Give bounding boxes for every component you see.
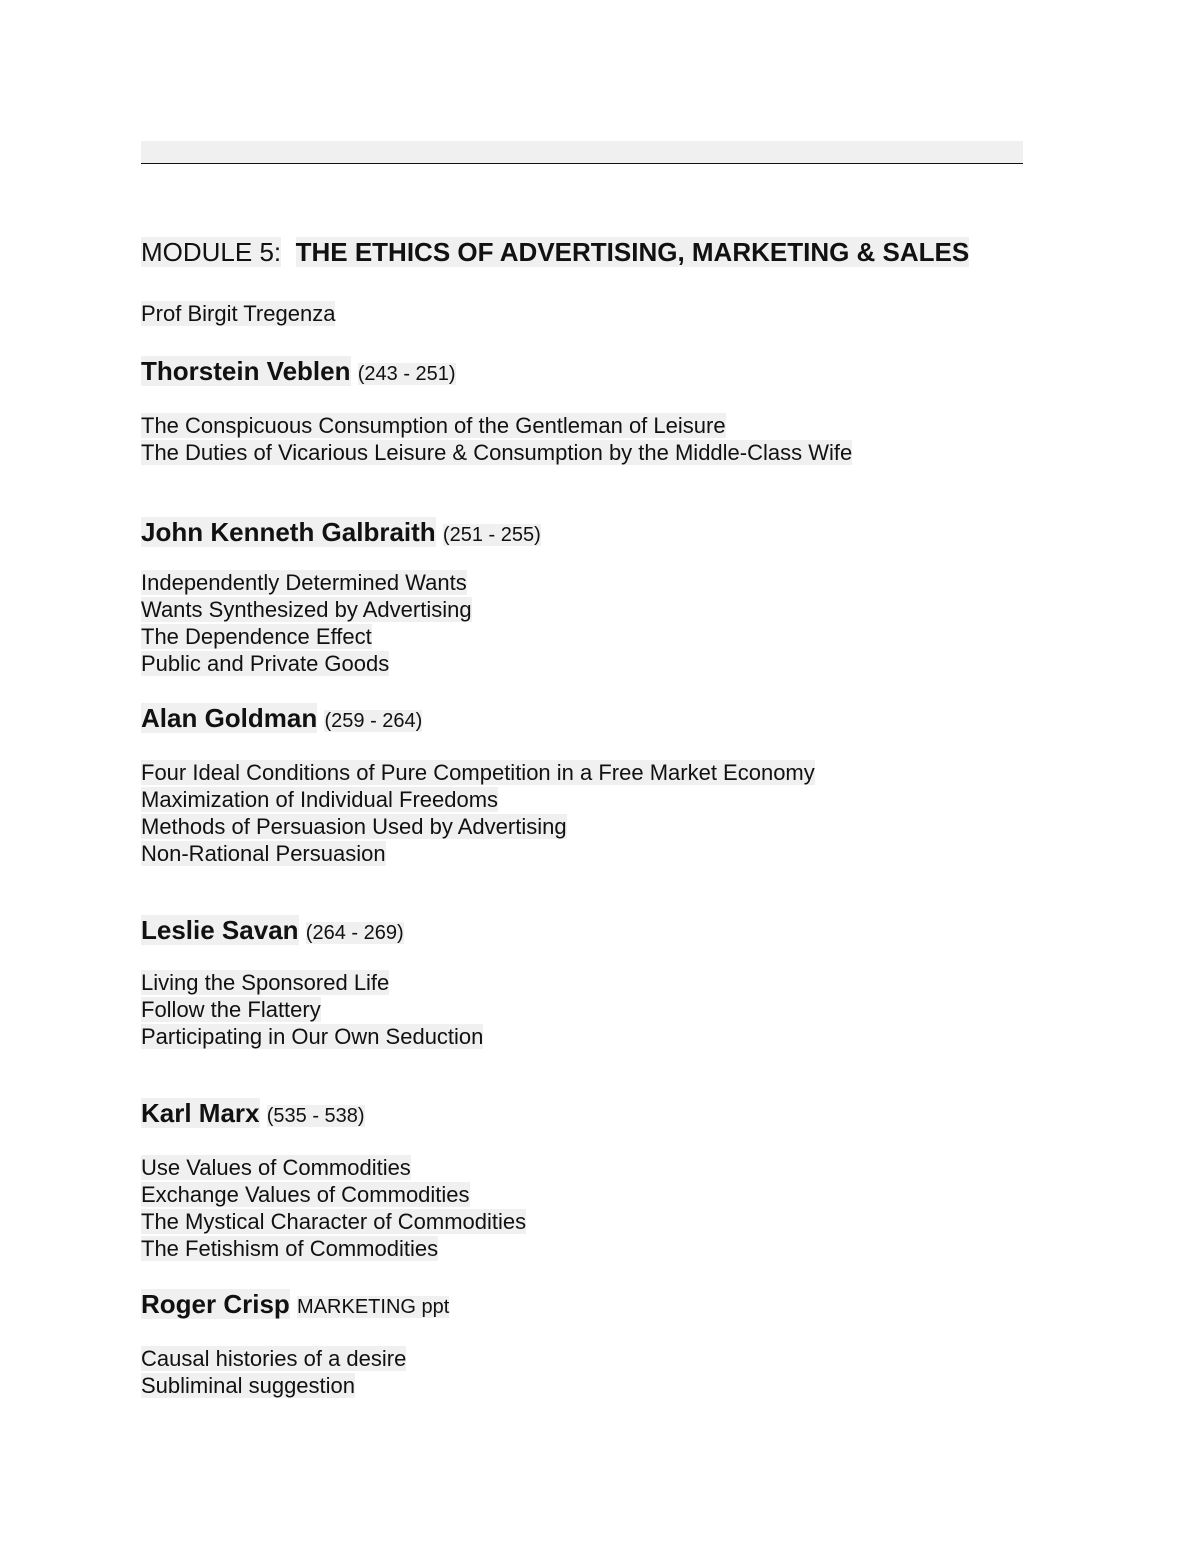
section-heading <box>141 914 483 949</box>
author-name: Prof Birgit Tregenza <box>141 301 336 326</box>
title-main: THE ETHICS OF ADVERTISING, MARKETING & SALES <box>295 237 970 267</box>
list-item: Use Values of Commodities <box>141 1155 411 1180</box>
list-item: Independently Determined Wants <box>141 570 467 595</box>
list-item: Non-Rational Persuasion <box>141 841 386 866</box>
list-item: Subliminal suggestion <box>141 1373 356 1398</box>
list-item: The Fetishism of Commodities <box>141 1236 439 1261</box>
topic-list <box>141 1345 449 1399</box>
section-pages: (243 - 251) <box>357 363 456 385</box>
section-crisp <box>141 1288 449 1399</box>
section-galbraith <box>141 516 541 677</box>
list-item: The Duties of Vicarious Leisure & Consumption by the Middle-Class Wife <box>141 440 853 465</box>
section-pages: (251 - 255) <box>442 524 541 546</box>
section-goldman <box>141 702 815 867</box>
list-item: Participating in Our Own Seduction <box>141 1024 484 1049</box>
list-item: Causal histories of a desire <box>141 1346 407 1371</box>
section-pages: (264 - 269) <box>305 922 404 944</box>
section-heading <box>141 1288 449 1323</box>
list-item: Wants Synthesized by Advertising <box>141 597 472 622</box>
topic-list <box>141 412 852 466</box>
list-item: Exchange Values of Commodities <box>141 1182 470 1207</box>
list-item: Methods of Persuasion Used by Advertising <box>141 814 567 839</box>
section-heading <box>141 702 815 737</box>
section-heading <box>141 516 541 551</box>
author-line <box>141 300 335 328</box>
section-author: John Kenneth Galbraith <box>141 517 436 547</box>
list-item: The Dependence Effect <box>141 624 372 649</box>
title-prefix: MODULE 5: <box>141 237 282 267</box>
topic-list <box>141 1154 526 1262</box>
section-author: Thorstein Veblen <box>141 356 351 386</box>
list-item: Maximization of Individual Freedoms <box>141 787 499 812</box>
list-item: Living the Sponsored Life <box>141 970 390 995</box>
list-item: The Conspicuous Consumption of the Gentleman of Leisure <box>141 413 726 438</box>
section-pages: MARKETING ppt <box>297 1296 450 1318</box>
section-savan <box>141 914 483 1050</box>
list-item: Four Ideal Conditions of Pure Competition in a Free Market Economy <box>141 760 815 785</box>
page-title <box>141 236 969 268</box>
list-item: Public and Private Goods <box>141 651 390 676</box>
section-heading <box>141 1097 526 1132</box>
topic-list <box>141 759 815 867</box>
section-author: Roger Crisp <box>141 1289 290 1319</box>
section-author: Leslie Savan <box>141 915 299 945</box>
section-author: Karl Marx <box>141 1098 260 1128</box>
section-pages: (535 - 538) <box>266 1105 365 1127</box>
topic-list <box>141 969 483 1050</box>
section-marx <box>141 1097 526 1262</box>
section-heading <box>141 355 852 390</box>
list-item: Follow the Flattery <box>141 997 321 1022</box>
section-pages: (259 - 264) <box>324 710 423 732</box>
topic-list <box>141 569 541 677</box>
list-item: The Mystical Character of Commodities <box>141 1209 527 1234</box>
section-author: Alan Goldman <box>141 703 318 733</box>
horizontal-rule <box>141 141 1023 164</box>
section-veblen <box>141 355 852 466</box>
